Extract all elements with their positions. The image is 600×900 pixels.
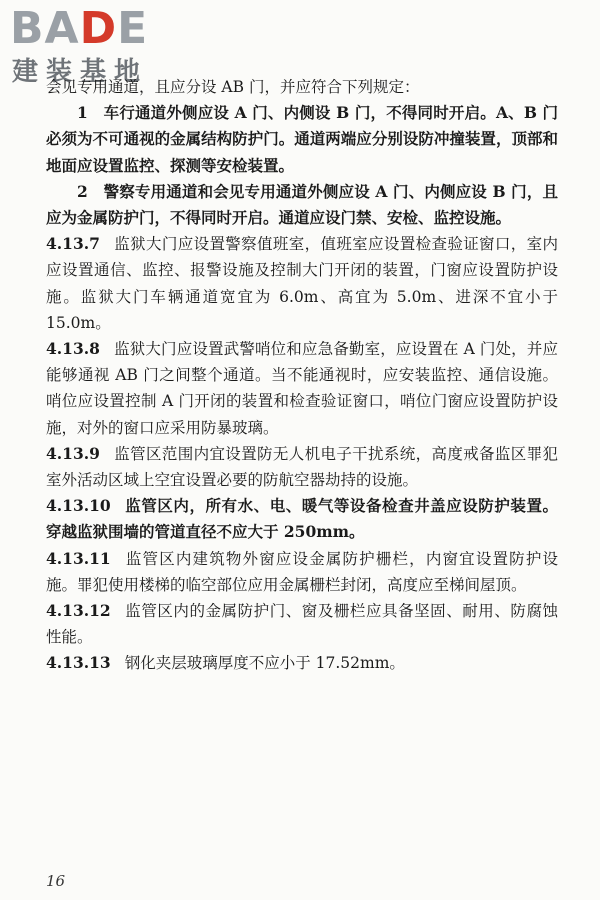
clause-text: 监狱大门应设置警察值班室，值班室应设置检查验证窗口，室内应设置通信、监控、报警设施及控制大门开闭的装置，门窗应设置防护设施。监狱大门车辆通道宽宜为 6.0m、高宜为 5.0m、进深不宜小于 15.0m。 bbox=[46, 235, 558, 332]
clause-4-13-12 bbox=[46, 598, 558, 650]
page-body bbox=[46, 74, 558, 677]
clause-number: 4.13.10 bbox=[46, 496, 111, 516]
clause-text: 钢化夹层玻璃厚度不应小于 17.52mm。 bbox=[124, 654, 405, 673]
clause-4-13-8 bbox=[46, 336, 558, 441]
logo-subtitle: 建装基地 bbox=[12, 57, 149, 87]
page-number: 16 bbox=[46, 872, 66, 890]
paragraph-1 bbox=[46, 100, 558, 179]
clause-text: 监管区内建筑物外窗应设金属防护栅栏，内窗宜设置防护设施。罪犯使用楼梯的临空部位应用金属栅栏封闭，高度应至梯间屋顶。 bbox=[46, 549, 558, 594]
logo-wordmark: BADE bbox=[10, 3, 149, 54]
clause-number: 4.13.7 bbox=[46, 234, 100, 254]
clause-text: 监狱大门应设置武警哨位和应急备勤室，应设置在 A 门处，并应能够通视 AB 门之间整个通道。当不能通视时，应安装监控、通信设施。哨位应设置控制 A 门开闭的装置和检查验证窗口，哨位门窗应设置防护设施，对外的窗口应采用防暴玻璃。 bbox=[46, 340, 558, 437]
clause-4-13-7 bbox=[46, 231, 558, 336]
clause-4-13-13 bbox=[46, 650, 558, 676]
clause-number: 4.13.11 bbox=[46, 548, 111, 568]
clause-text: 1 车行通道外侧应设 A 门、内侧设 B 门，不得同时开启。A、B 门必须为不可通视的金属结构防护门。通道两端应分别设防冲撞装置，顶部和地面应设置监控、探测等安检装置。 bbox=[46, 103, 558, 175]
clause-number: 4.13.8 bbox=[46, 339, 100, 359]
clause-4-13-9 bbox=[46, 441, 558, 493]
clause-text: 监管区范围内宜设置防无人机电子干扰系统，高度戒备监区罪犯室外活动区域上空宜设置必要的防航空器劫持的设施。 bbox=[46, 444, 558, 490]
clause-number: 4.13.9 bbox=[46, 443, 100, 463]
clause-text: 会见专用通道，且应分设 AB 门，并应符合下列规定： bbox=[46, 78, 420, 96]
paragraph-2 bbox=[46, 179, 558, 231]
clause-text: 监管区内，所有水、电、暖气等设备检查井盖应设防护装置。穿越监狱围墙的管道直径不应大于 250mm。 bbox=[46, 496, 558, 542]
paragraph-0 bbox=[46, 74, 558, 100]
clause-4-13-10 bbox=[46, 493, 558, 545]
clause-text: 监管区内的金属防护门、窗及栅栏应具备坚固、耐用、防腐蚀性能。 bbox=[46, 602, 558, 647]
clause-number: 4.13.13 bbox=[46, 653, 111, 673]
clause-4-13-11 bbox=[46, 546, 558, 598]
clause-text: 2 警察专用通道和会见专用通道外侧应设 A 门、内侧应设 B 门，且应为金属防护门，不得同时开启。通道应设门禁、安检、监控设施。 bbox=[46, 181, 558, 228]
clause-number: 4.13.12 bbox=[46, 601, 111, 621]
